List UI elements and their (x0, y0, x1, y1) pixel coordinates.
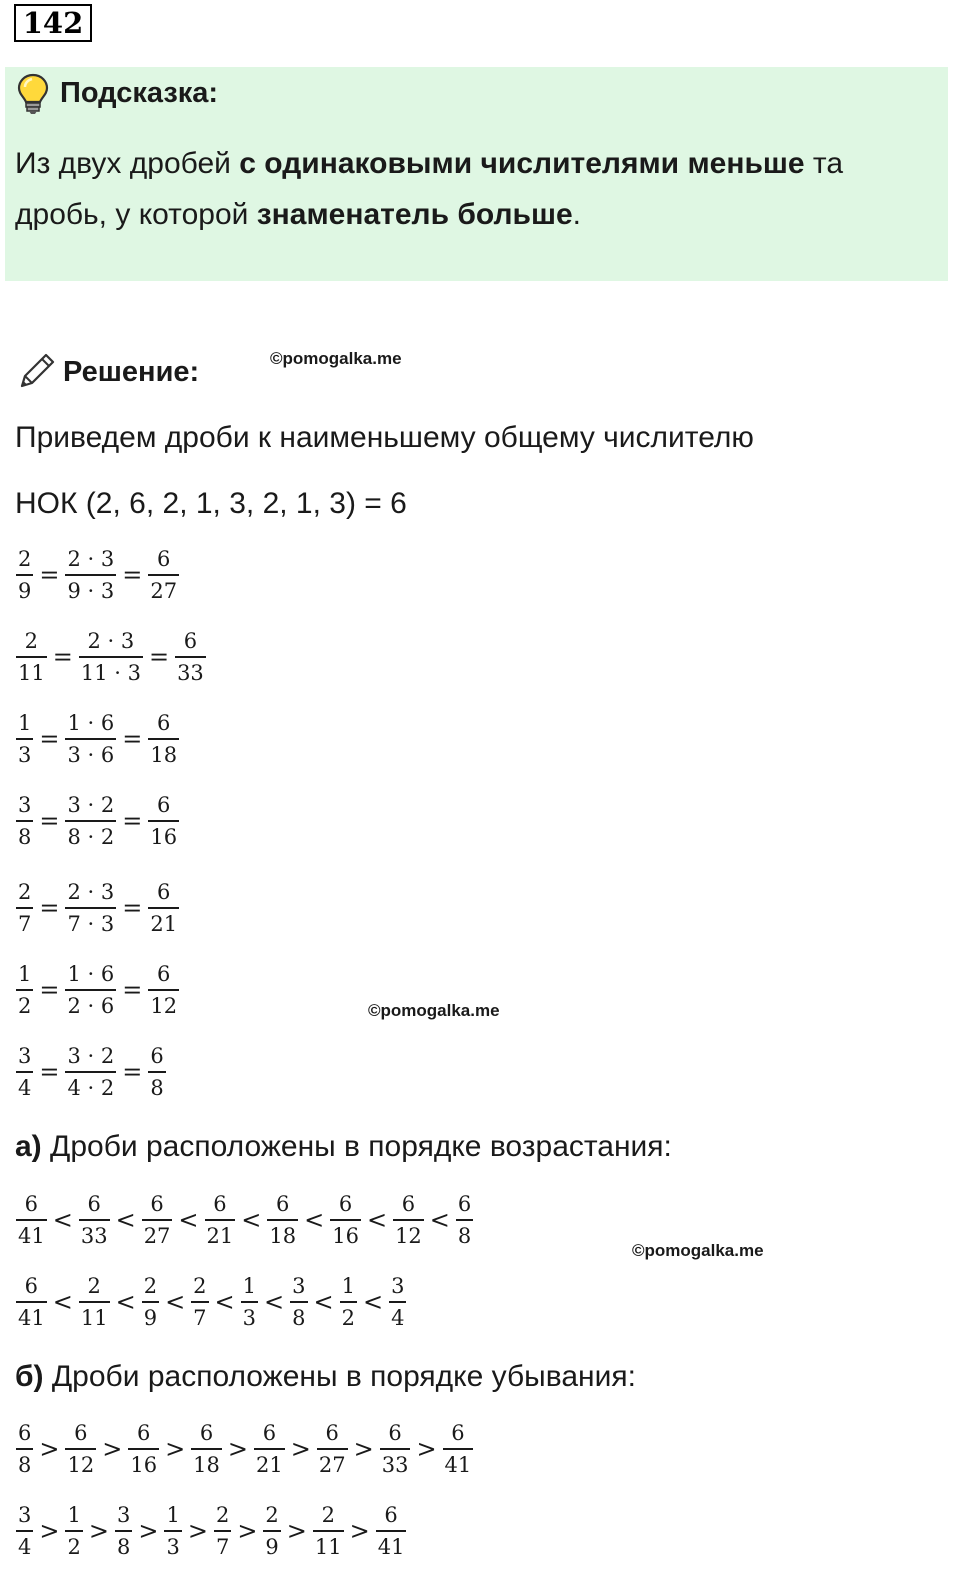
fraction-numerator: 6 (150, 1044, 164, 1068)
fraction-denominator: 3 (164, 1530, 181, 1559)
fraction (16, 629, 47, 685)
fraction-denominator: 2 (16, 989, 33, 1018)
fraction-denominator: 9 · 3 (65, 574, 116, 603)
fraction (191, 1421, 222, 1477)
math-operator: > (349, 1517, 370, 1545)
fraction (148, 962, 179, 1018)
fraction-numerator: 6 (213, 1192, 227, 1216)
fraction-numerator: 2 · 3 (87, 629, 135, 653)
fraction (330, 1192, 361, 1248)
fraction-denominator: 12 (393, 1219, 424, 1248)
fraction (263, 1503, 280, 1559)
fraction-denominator: 8 (16, 820, 33, 849)
hint-title: Подсказка: (60, 77, 219, 109)
fraction-numerator: 6 (137, 1421, 151, 1445)
fraction-numerator: 2 (143, 1274, 158, 1298)
math-operator: < (52, 1206, 73, 1234)
math-operator: < (313, 1288, 334, 1316)
hint-text (15, 138, 935, 240)
fraction (16, 1044, 33, 1100)
fraction (65, 793, 116, 849)
conversion-row (14, 1044, 168, 1100)
math-operator: > (88, 1517, 109, 1545)
fraction (128, 1421, 159, 1477)
fraction-numerator: 6 (276, 1192, 290, 1216)
descending-row (14, 1503, 408, 1559)
fraction-numerator: 3 (391, 1274, 405, 1298)
part-b-heading (15, 1360, 636, 1394)
fraction (443, 1421, 474, 1477)
fraction-denominator: 8 (456, 1219, 473, 1248)
fraction-denominator: 11 · 3 (79, 656, 143, 685)
math-operator: = (122, 894, 143, 922)
fraction-numerator: 6 (150, 1192, 164, 1216)
math-operator: < (115, 1206, 136, 1234)
fraction (313, 1503, 344, 1559)
fraction (79, 1192, 110, 1248)
fraction-denominator: 4 (16, 1071, 33, 1100)
fraction-numerator: 6 (262, 1421, 277, 1445)
fraction-denominator: 18 (148, 738, 179, 767)
hint-segment: . (572, 198, 581, 231)
fraction-numerator: 3 · 2 (67, 1044, 115, 1068)
fraction-numerator: 3 (292, 1274, 306, 1298)
fraction (290, 1274, 307, 1330)
fraction (175, 629, 206, 685)
math-operator: < (115, 1288, 136, 1316)
fraction-denominator: 2 (65, 1530, 82, 1559)
fraction-denominator: 7 (191, 1301, 208, 1330)
fraction (16, 1192, 47, 1248)
math-operator: > (237, 1517, 258, 1545)
watermark: ©pomogalka.me (632, 1241, 764, 1260)
math-operator: < (304, 1206, 325, 1234)
fraction-numerator: 1 (18, 962, 32, 986)
fraction (317, 1421, 348, 1477)
fraction-denominator: 9 (16, 574, 33, 603)
fraction (340, 1274, 357, 1330)
fraction (214, 1503, 231, 1559)
fraction-numerator: 6 (384, 1503, 398, 1527)
fraction-numerator: 3 (18, 1503, 32, 1527)
part-a-text: Дроби расположены в порядке возрастания: (41, 1130, 672, 1163)
math-operator: = (52, 643, 73, 671)
math-operator: < (264, 1288, 285, 1316)
fraction (148, 711, 179, 767)
math-operator: = (148, 643, 170, 671)
fraction (148, 793, 179, 849)
fraction-numerator: 2 (215, 1503, 230, 1527)
task-number: 142 (14, 4, 92, 42)
fraction (16, 1503, 33, 1559)
fraction (65, 880, 116, 936)
part-a-heading (15, 1130, 672, 1164)
fraction (148, 547, 179, 603)
math-operator: < (429, 1206, 450, 1234)
fraction-denominator: 8 (290, 1301, 307, 1330)
watermark: ©pomogalka.me (368, 1001, 500, 1020)
fraction (267, 1192, 298, 1248)
math-operator: = (122, 1058, 143, 1086)
fraction-denominator: 9 (142, 1301, 159, 1330)
fraction-numerator: 2 (18, 547, 32, 571)
fraction (16, 1421, 33, 1477)
fraction (16, 547, 33, 603)
fraction (16, 880, 33, 936)
fraction-numerator: 1 (242, 1274, 257, 1298)
fraction-numerator: 6 (24, 1274, 39, 1298)
fraction (164, 1503, 181, 1559)
math-operator: < (241, 1206, 262, 1234)
fraction-denominator: 7 (214, 1530, 231, 1559)
math-operator: > (102, 1435, 123, 1463)
fraction (65, 962, 116, 1018)
fraction-denominator: 18 (267, 1219, 298, 1248)
fraction-numerator: 6 (183, 629, 198, 653)
fraction-numerator: 2 · 3 (67, 880, 115, 904)
math-operator: < (165, 1288, 186, 1316)
fraction (389, 1274, 406, 1330)
fraction (191, 1274, 208, 1330)
solution-intro: Приведем дроби к наименьшему общему числителю (15, 421, 754, 454)
part-b-text: Дроби расположены в порядке убывания: (43, 1360, 636, 1393)
fraction-denominator: 21 (254, 1448, 285, 1477)
part-b-label: б) (15, 1360, 44, 1393)
math-operator: > (353, 1435, 374, 1463)
math-operator: > (39, 1517, 60, 1545)
fraction-denominator: 3 (241, 1301, 258, 1330)
math-operator: = (39, 1058, 60, 1086)
fraction (376, 1503, 407, 1559)
fraction-denominator: 16 (148, 820, 179, 849)
fraction-denominator: 4 · 2 (65, 1071, 116, 1100)
fraction-denominator: 41 (16, 1301, 47, 1330)
fraction (16, 793, 33, 849)
fraction-numerator: 1 · 6 (67, 711, 115, 735)
conversion-row (14, 962, 181, 1018)
hint-segment: Из двух дробей (15, 147, 240, 180)
fraction (241, 1274, 258, 1330)
pencil-icon (16, 350, 58, 392)
fraction-denominator: 12 (65, 1448, 96, 1477)
math-operator: = (39, 894, 60, 922)
fraction-denominator: 7 (16, 907, 33, 936)
math-operator: > (416, 1435, 437, 1463)
conversion-row (14, 711, 181, 767)
fraction-denominator: 4 (389, 1301, 406, 1330)
fraction-denominator: 16 (128, 1448, 159, 1477)
fraction (16, 711, 33, 767)
math-operator: < (52, 1288, 73, 1316)
fraction-denominator: 2 (340, 1301, 357, 1330)
fraction-denominator: 41 (376, 1530, 407, 1559)
fraction (148, 880, 179, 936)
part-a-label: а) (15, 1130, 42, 1163)
fraction-numerator: 2 (18, 880, 32, 904)
math-operator: = (122, 561, 143, 589)
fraction-denominator: 18 (191, 1448, 222, 1477)
fraction-numerator: 3 (18, 1044, 32, 1068)
fraction (16, 962, 33, 1018)
fraction (65, 711, 116, 767)
fraction-denominator: 21 (148, 907, 179, 936)
fraction-denominator: 11 (16, 656, 47, 685)
math-operator: = (122, 725, 143, 753)
fraction-numerator: 2 · 3 (67, 547, 115, 571)
fraction-numerator: 6 (157, 793, 171, 817)
fraction-numerator: 6 (157, 962, 171, 986)
fraction-numerator: 3 (116, 1503, 131, 1527)
fraction (205, 1192, 236, 1248)
fraction-numerator: 1 (67, 1503, 81, 1527)
hint-emphasis: знаменатель больше (256, 198, 573, 231)
fraction (148, 1044, 165, 1100)
fraction-numerator: 2 (321, 1503, 335, 1527)
math-operator: < (363, 1288, 384, 1316)
conversion-row (14, 793, 181, 849)
math-operator: < (366, 1206, 388, 1234)
fraction-numerator: 2 (265, 1503, 279, 1527)
fraction-numerator: 3 (18, 793, 32, 817)
fraction-numerator: 6 (401, 1192, 416, 1216)
math-operator: > (187, 1517, 208, 1545)
fraction-numerator: 6 (157, 880, 171, 904)
fraction-denominator: 7 · 3 (65, 907, 116, 936)
ascending-row (14, 1192, 475, 1248)
fraction (65, 547, 116, 603)
fraction-numerator: 6 (338, 1192, 353, 1216)
fraction-denominator: 8 (16, 1448, 33, 1477)
fraction-denominator: 12 (148, 989, 179, 1018)
fraction-denominator: 2 · 6 (65, 989, 116, 1018)
math-operator: = (122, 807, 143, 835)
fraction-denominator: 8 (148, 1071, 165, 1100)
watermark: ©pomogalka.me (270, 349, 402, 368)
fraction-denominator: 27 (148, 574, 179, 603)
fraction-denominator: 11 (79, 1301, 110, 1330)
fraction-numerator: 6 (157, 547, 171, 571)
fraction-numerator: 2 (193, 1274, 207, 1298)
fraction-numerator: 6 (388, 1421, 402, 1445)
fraction (65, 1044, 116, 1100)
lightbulb-icon (16, 72, 50, 116)
fraction (142, 1274, 159, 1330)
math-operator: > (286, 1517, 307, 1545)
fraction (254, 1421, 285, 1477)
fraction-denominator: 41 (16, 1219, 47, 1248)
math-operator: > (39, 1435, 60, 1463)
math-operator: > (290, 1435, 311, 1463)
math-operator: = (39, 561, 60, 589)
math-operator: = (39, 807, 60, 835)
fraction-denominator: 33 (380, 1448, 411, 1477)
fraction-denominator: 11 (313, 1530, 344, 1559)
math-operator: > (227, 1435, 249, 1463)
fraction (65, 1421, 96, 1477)
fraction (142, 1192, 173, 1248)
fraction-denominator: 21 (205, 1219, 236, 1248)
fraction (115, 1503, 132, 1559)
fraction (79, 629, 143, 685)
conversion-row (14, 547, 181, 603)
math-operator: = (122, 976, 143, 1004)
math-operator: > (165, 1435, 186, 1463)
fraction-numerator: 1 · 6 (67, 962, 115, 986)
conversion-row (14, 629, 208, 685)
fraction-denominator: 8 · 2 (65, 820, 116, 849)
conversion-row (14, 880, 181, 936)
ascending-row (14, 1274, 408, 1330)
fraction (65, 1503, 82, 1559)
fraction-numerator: 6 (457, 1192, 472, 1216)
fraction-denominator: 27 (142, 1219, 173, 1248)
fraction-denominator: 9 (263, 1530, 280, 1559)
fraction-numerator: 1 (166, 1503, 180, 1527)
fraction-denominator: 27 (317, 1448, 348, 1477)
lcm-line: НОК (2, 6, 2, 1, 3, 2, 1, 3) = 6 (15, 487, 407, 520)
fraction-denominator: 3 (16, 738, 33, 767)
fraction-numerator: 1 (18, 711, 32, 735)
math-operator: > (138, 1517, 159, 1545)
fraction-denominator: 3 · 6 (65, 738, 116, 767)
fraction-numerator: 3 · 2 (67, 793, 115, 817)
fraction (16, 1274, 47, 1330)
solution-title: Решение: (63, 356, 200, 388)
fraction-numerator: 6 (18, 1421, 32, 1445)
fraction-numerator: 2 (24, 629, 39, 653)
fraction (380, 1421, 411, 1477)
fraction-denominator: 41 (443, 1448, 474, 1477)
math-operator: = (39, 976, 60, 1004)
math-operator: < (214, 1288, 235, 1316)
fraction-numerator: 6 (325, 1421, 339, 1445)
fraction-denominator: 16 (330, 1219, 361, 1248)
fraction-denominator: 8 (115, 1530, 132, 1559)
fraction-denominator: 33 (79, 1219, 110, 1248)
hint-emphasis: с одинаковыми числителями меньше (239, 147, 805, 180)
fraction-numerator: 6 (199, 1421, 214, 1445)
hint-segment: та дробь, у которой (15, 147, 844, 231)
fraction-numerator: 6 (87, 1192, 101, 1216)
fraction-numerator: 1 (341, 1274, 355, 1298)
fraction-numerator: 6 (157, 711, 171, 735)
fraction (456, 1192, 473, 1248)
fraction-denominator: 33 (175, 656, 206, 685)
math-operator: = (39, 725, 60, 753)
fraction (79, 1274, 110, 1330)
fraction-numerator: 2 (87, 1274, 101, 1298)
math-operator: < (178, 1206, 199, 1234)
fraction-denominator: 4 (16, 1530, 33, 1559)
fraction-numerator: 6 (451, 1421, 465, 1445)
fraction-numerator: 6 (24, 1192, 39, 1216)
fraction-numerator: 6 (74, 1421, 88, 1445)
descending-row (14, 1421, 475, 1477)
fraction (393, 1192, 424, 1248)
